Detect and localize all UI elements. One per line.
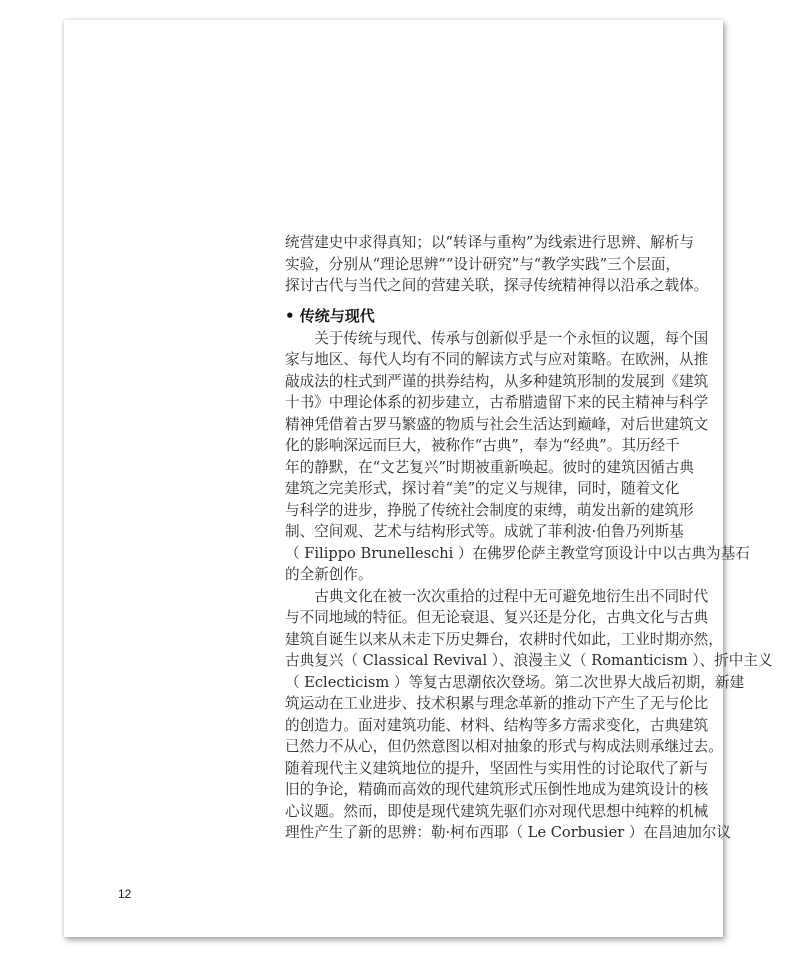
text-line: 旧的争论，精确而高效的现代建筑形式压倒性地成为建筑设计的核 <box>285 781 709 798</box>
document-page <box>64 20 773 937</box>
text-line: （ Filippo Brunelleschi ）在佛罗伦萨主教堂穹顶设计中以古典为基石 <box>285 544 750 562</box>
paragraph-1 <box>285 328 750 586</box>
text-line: 建筑自诞生以来从未走下历史舞台，农耕时代如此，工业时期亦然， <box>285 630 723 648</box>
text-line: 已然力不从心，但仍然意图以相对抽象的形式与构成法则承继过去。 <box>285 738 723 755</box>
text-line: 与科学的进步，挣脱了传统社会制度的束缚，萌发出新的建筑形 <box>285 501 694 519</box>
paragraph-2 <box>285 586 773 844</box>
text-line: 心议题。然而，即使是现代建筑先驱们亦对现代思想中纯粹的机械 <box>285 802 709 820</box>
text-line: 十书》中理论体系的初步建立，古希腊遗留下来的民主精神与科学 <box>285 394 709 411</box>
intro-paragraph <box>285 232 709 297</box>
text-line: 筑运动在工业进步、技术积累与理念革新的推动下产生了无与伦比 <box>285 695 709 712</box>
text-line: 精神凭借着古罗马繁盛的物质与社会生活达到巅峰，对后世建筑文 <box>285 415 709 433</box>
text-line: 与不同地域的特征。但无论衰退、复兴还是分化，古典文化与古典 <box>285 609 709 626</box>
text-line: 古典文化在被一次次重拾的过程中无可避免地衍生出不同时代 <box>285 587 709 605</box>
section-heading: • 传统与现代 <box>285 306 375 325</box>
text-line: 敲成法的柱式到严谨的拱券结构，从多种建筑形制的发展到《建筑 <box>285 372 709 390</box>
text-line: （ Eclecticism ）等复古思潮依次登场。第二次世界大战后初期，新建 <box>285 673 745 691</box>
page-number: 12 <box>118 887 132 901</box>
text-line: 统营建史中求得真知；以“转译与重构”为线索进行思辨、解析与 <box>285 234 694 251</box>
text-line: 随着现代主义建筑地位的提升，坚固性与实用性的讨论取代了新与 <box>285 759 709 777</box>
text-line: 制、空间观、艺术与结构形式等。成就了菲利波·伯鲁乃列斯基 <box>285 523 684 540</box>
text-line: 年的静默，在“文艺复兴”时期被重新唤起。彼时的建筑因循古典 <box>285 458 694 476</box>
text-column <box>285 232 773 844</box>
text-line: 的创造力。面对建筑功能、材料、结构等多方需求变化，古典建筑 <box>285 716 709 734</box>
text-line: 建筑之完美形式，探讨着“美”的定义与规律，同时，随着文化 <box>285 480 680 497</box>
text-line: 实验，分别从“理论思辨”“设计研究”与“教学实践”三个层面， <box>285 255 681 273</box>
text-line: 家与地区、每代人均有不同的解读方式与应对策略。在欧洲，从推 <box>285 351 709 368</box>
text-line: 古典复兴（ Classical Revival ）、浪漫主义（ Romanticism ）、折中主义 <box>285 652 773 669</box>
text-line: 探讨古代与当代之间的营建关联，探寻传统精神得以沿承之载体。 <box>285 277 709 294</box>
text-line: 关于传统与现代、传承与创新似乎是一个永恒的议题，每个国 <box>285 329 709 347</box>
text-line: 理性产生了新的思辨：勒·柯布西耶（ Le Corbusier ）在昌迪加尔议 <box>285 824 731 841</box>
text-line: 的全新创作。 <box>285 566 373 583</box>
text-line: 化的影响深远而巨大，被称作“古典”，奉为“经典”。其历经千 <box>285 437 680 454</box>
